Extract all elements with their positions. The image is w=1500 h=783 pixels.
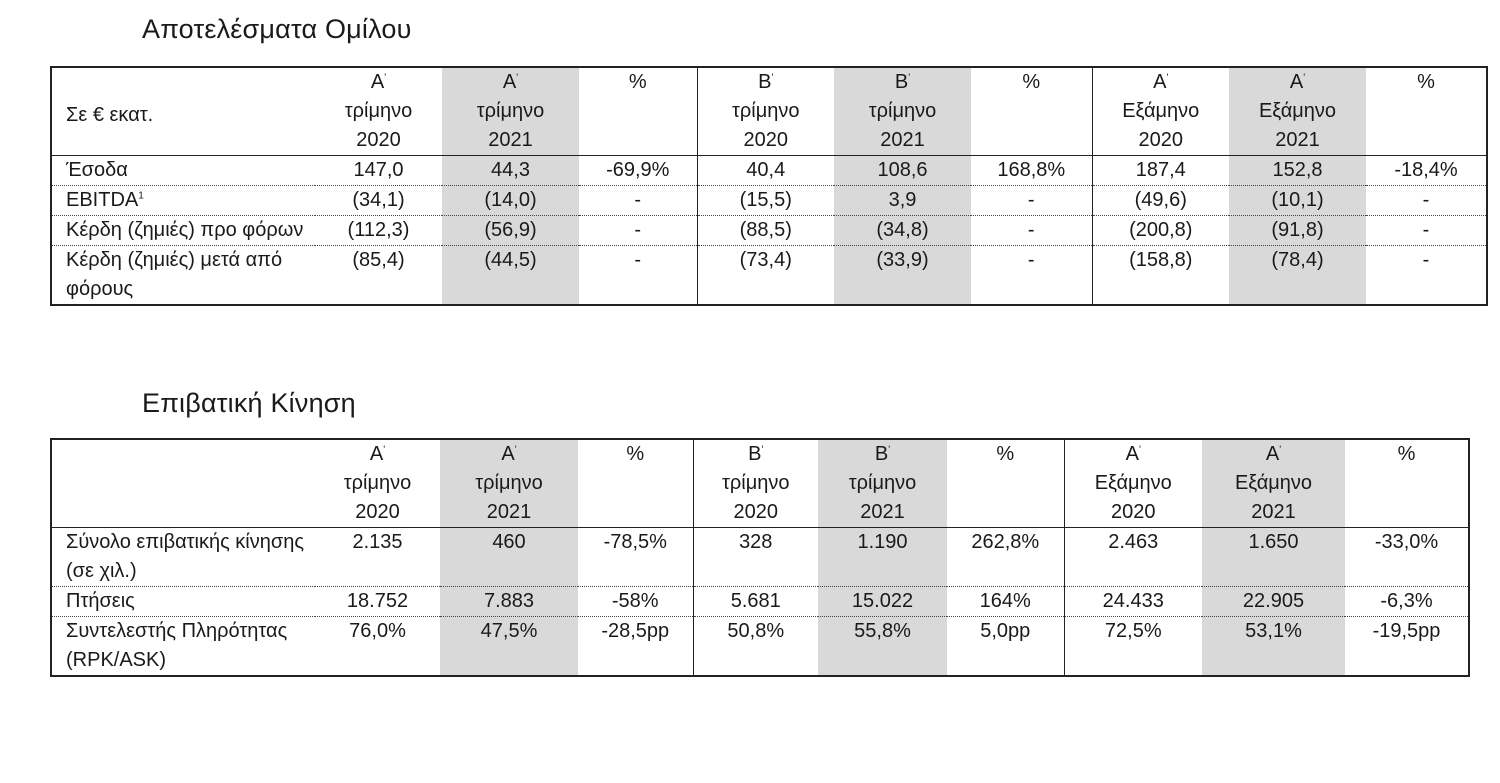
column-header-period-text: Α (1289, 71, 1304, 93)
table-cell: (34,1) (315, 186, 442, 216)
column-header-period (446, 68, 575, 97)
column-header (1092, 67, 1229, 156)
table-cell: (34,8) (834, 216, 971, 246)
column-header-period (702, 68, 831, 97)
column-header (1229, 67, 1366, 156)
column-header-year: 2020 (1111, 501, 1156, 523)
column-header-period (838, 68, 967, 97)
column-header (834, 67, 971, 156)
table-cell: 168,8% (997, 159, 1066, 181)
row-label-text: Πτήσεις (66, 590, 135, 612)
table-cell: 2.135 (352, 531, 403, 553)
table-cell: -33,0% (1374, 531, 1439, 553)
column-header-period-text: Α (1265, 443, 1280, 465)
column-header-period (1097, 68, 1226, 97)
column-header-period (1069, 440, 1199, 469)
column-header-period-sup: ' (1138, 444, 1141, 456)
table-cell: - (579, 246, 697, 306)
table-row (51, 246, 1487, 306)
column-header-period (951, 440, 1060, 469)
table-cell: (200,8) (1092, 216, 1229, 246)
table-cell: 5.681 (693, 587, 818, 617)
table-cell: 72,5% (1064, 617, 1202, 677)
table-cell: 7.883 (440, 587, 578, 617)
column-header-period-text: Β (748, 443, 762, 465)
column-header-period-text: Β (874, 443, 889, 465)
table-cell: 187,4 (1092, 156, 1229, 186)
column-header-period-text: Β (894, 71, 909, 93)
column-header-period-sup: ' (888, 444, 891, 456)
table-cell: -69,9% (606, 159, 670, 181)
table-row (51, 587, 1469, 617)
column-header-year: 2021 (860, 501, 905, 523)
column-header-period (822, 440, 943, 469)
column-header (1064, 439, 1202, 528)
column-header-period-sup: ' (1279, 444, 1282, 456)
passenger-traffic-table (50, 438, 1470, 677)
column-header-period-text: Β (758, 71, 772, 93)
table-cell: - (579, 186, 697, 216)
column-header (1366, 67, 1487, 156)
column-header-period-sup: ' (516, 72, 519, 84)
table-cell: 18.752 (315, 587, 440, 617)
column-header-period-sup: ' (514, 444, 517, 456)
table-cell: (10,1) (1229, 186, 1366, 216)
table-cell: 5,0pp (947, 617, 1064, 677)
column-header (1202, 439, 1345, 528)
column-header-period-sup: ' (771, 72, 774, 84)
column-header-period-sup: ' (383, 444, 386, 456)
section-title-passenger-traffic: Επιβατική Κίνηση (142, 388, 356, 418)
column-header (315, 439, 440, 528)
table-row (51, 528, 1469, 587)
row-label (51, 528, 315, 587)
column-header-period (319, 440, 436, 469)
table-cell: 164% (947, 587, 1064, 617)
column-header-period (582, 440, 689, 469)
column-header-type: τρίμηνο (722, 472, 790, 494)
column-header-period-text: Α (370, 71, 385, 93)
column-header-period (444, 440, 574, 469)
column-header (442, 67, 579, 156)
column-header (697, 67, 834, 156)
column-header-type: Εξάμηνο (1094, 472, 1172, 494)
table-cell: 40,4 (697, 156, 834, 186)
unit-label: Σε € εκατ. (66, 104, 154, 126)
column-header-type: τρίμηνο (732, 100, 800, 122)
column-header-type: Εξάμηνο (1234, 472, 1313, 494)
unit-label (51, 439, 315, 528)
column-header-period (1206, 440, 1341, 469)
table-row (51, 186, 1487, 216)
column-header-year: 2021 (1275, 129, 1320, 151)
table-cell: 3,9 (834, 186, 971, 216)
row-label (51, 216, 315, 246)
table-cell: 50,8% (693, 617, 818, 677)
table-cell: (56,9) (442, 216, 579, 246)
row-label-text: Κέρδη (ζημιές) προ φόρων (66, 219, 304, 241)
column-header (578, 439, 693, 528)
table-cell: (88,5) (697, 216, 834, 246)
column-header-period (698, 440, 815, 469)
table-cell: - (1366, 186, 1487, 216)
table-cell: (73,4) (697, 246, 834, 306)
row-label-footnote: 1 (138, 190, 144, 202)
column-header-type: Εξάμηνο (1258, 100, 1337, 122)
table-cell: 53,1% (1202, 617, 1345, 677)
table-cell: (78,4) (1229, 246, 1366, 306)
row-label-text: Σύνολο επιβατικής κίνησης (σε χιλ.) (66, 531, 304, 582)
table-cell: 262,8% (971, 531, 1040, 553)
group-results-table (50, 66, 1488, 306)
table-cell: -28,5pp (578, 617, 693, 677)
table-cell: (15,5) (697, 186, 834, 216)
table-row (51, 216, 1487, 246)
table-cell: - (579, 216, 697, 246)
column-header-period-text: Α (502, 71, 517, 93)
row-label-text: Συντελεστής Πληρότητας (RPK/ASK) (66, 620, 288, 671)
column-header-period-sup: ' (761, 444, 764, 456)
table-cell: (112,3) (315, 216, 442, 246)
column-header (1345, 439, 1469, 528)
table-header-row (51, 439, 1469, 528)
row-label-text: Κέρδη (ζημιές) μετά από φόρους (66, 249, 283, 300)
table-cell: (85,4) (315, 246, 442, 306)
column-header-year: 2021 (1251, 501, 1296, 523)
column-header-period-text: % (626, 443, 645, 465)
table-cell: 1.190 (818, 528, 947, 587)
column-header-type: Εξάμηνο (1122, 100, 1200, 122)
column-header-period-text: % (1397, 443, 1416, 465)
table-cell: (91,8) (1229, 216, 1366, 246)
column-header (818, 439, 947, 528)
column-header-period-sup: ' (1166, 72, 1169, 84)
column-header-period-text: Α (1125, 443, 1139, 465)
column-header-period (1349, 440, 1464, 469)
column-header-period-text: % (628, 71, 647, 93)
table-cell: (49,6) (1092, 186, 1229, 216)
column-header-type: τρίμηνο (343, 472, 412, 494)
table-row (51, 617, 1469, 677)
table-header-row (51, 67, 1487, 156)
section-title-group-results: Αποτελέσματα Ομίλου (142, 14, 412, 44)
column-header-period (1370, 68, 1482, 97)
table-cell: - (971, 186, 1092, 216)
table-cell: (33,9) (834, 246, 971, 306)
column-header-period-text: Α (369, 443, 384, 465)
column-header (971, 67, 1092, 156)
column-header-year: 2020 (733, 501, 778, 523)
column-header-year: 2020 (355, 501, 400, 523)
column-header-type: τρίμηνο (344, 100, 413, 122)
table-cell: 328 (693, 528, 818, 587)
table-cell: -58% (578, 587, 693, 617)
column-header (579, 67, 697, 156)
table-cell: -6,3% (1345, 587, 1469, 617)
column-header-year: 2020 (743, 129, 788, 151)
table-cell: - (971, 246, 1092, 306)
table-cell: - (971, 216, 1092, 246)
table-cell: 55,8% (818, 617, 947, 677)
column-header-type: τρίμηνο (848, 472, 917, 494)
table-cell: 15.022 (818, 587, 947, 617)
table-cell: 1.650 (1202, 528, 1345, 587)
table-cell: 24.433 (1064, 587, 1202, 617)
table-cell: 47,5% (440, 617, 578, 677)
column-header-period-text: % (1022, 71, 1041, 93)
table-cell: - (1366, 246, 1487, 306)
table-cell: (44,5) (442, 246, 579, 306)
row-label-text: Έσοδα (66, 159, 128, 181)
column-header-period (583, 68, 693, 97)
table-cell: (158,8) (1092, 246, 1229, 306)
row-label (51, 156, 315, 186)
table-cell: 147,0 (353, 159, 404, 181)
table-row (51, 156, 1487, 186)
table-cell: 108,6 (834, 156, 971, 186)
column-header (947, 439, 1064, 528)
column-header-type: τρίμηνο (475, 472, 543, 494)
column-header-period-sup: ' (384, 72, 387, 84)
column-header (693, 439, 818, 528)
column-header-year: 2021 (488, 129, 533, 151)
column-header-type: τρίμηνο (476, 100, 545, 122)
column-header-period (319, 68, 438, 97)
table-cell: 44,3 (442, 156, 579, 186)
table-cell: 2.463 (1064, 528, 1202, 587)
row-label (51, 186, 315, 216)
column-header-period-sup: ' (1303, 72, 1306, 84)
column-header-period (975, 68, 1088, 97)
column-header-year: 2020 (356, 129, 401, 151)
table-cell: 76,0% (315, 617, 440, 677)
table-cell: -78,5% (603, 531, 667, 553)
table-cell: 460 (440, 528, 578, 587)
column-header-year: 2021 (486, 501, 532, 523)
column-header-type: τρίμηνο (868, 100, 937, 122)
column-header-period-text: Α (1153, 71, 1167, 93)
column-header-year: 2021 (880, 129, 925, 151)
table-cell: -18,4% (1394, 159, 1458, 181)
table-cell: -19,5pp (1345, 617, 1469, 677)
column-header-period-text: % (996, 443, 1015, 465)
row-label (51, 587, 315, 617)
column-header (440, 439, 578, 528)
table-cell: (14,0) (442, 186, 579, 216)
column-header (315, 67, 442, 156)
column-header-period-text: Α (501, 443, 515, 465)
column-header-period (1233, 68, 1362, 97)
row-label (51, 617, 315, 677)
row-label-text: EBITDA (66, 189, 139, 211)
table-cell: - (1366, 216, 1487, 246)
table-cell: 152,8 (1229, 156, 1366, 186)
table-cell: 22.905 (1202, 587, 1345, 617)
column-header-period-text: % (1417, 71, 1435, 93)
column-header-year: 2020 (1138, 129, 1183, 151)
column-header-period-sup: ' (908, 72, 911, 84)
row-label (51, 246, 315, 306)
